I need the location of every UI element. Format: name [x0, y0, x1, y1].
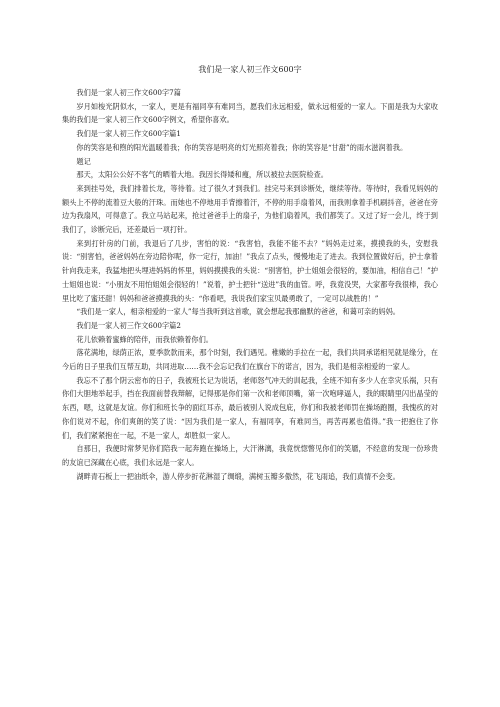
paragraph: 自那日，我便时常梦见你们陪我一起奔跑在操场上，大汗淋漓，我竟恍惚瞥见你们的笑靥，不经意的发现一份珍贵的友谊已深藏在心底，我们永远是一家人。: [62, 444, 438, 467]
paragraph: 湖畔青石板上一把油纸伞，游人停步折花淋湿了绸缎，满树玉瓣多傲然，花飞雨追，我们真情不会变。: [76, 471, 400, 481]
paragraph: “我们是一家人，相亲相爱的一家人”每当我听到这首歌，就会想起我那幽默的爸爸，和蔼可亲的妈妈。: [76, 307, 400, 317]
paragraph: 落花满地，绿荫正浓，夏季款款而来，那个时刻，我们遇见。稚嫩的手拉在一起，我们共同承诺相见就是缘分，在今后的日子里我们互帮互助，共同进取……我不会忘记我们在旗台下的诺言，因为，我们是相亲相爱的一家人。: [62, 348, 438, 372]
paragraph: 我们是一家人初三作文600字篇1: [76, 129, 181, 139]
paragraph: 那天，太阳公公好不客气的晒着大地。我因长得矮和瘦，所以被拉去医院检查。: [76, 170, 328, 180]
paragraph: 来到打针房的门前，我退后了几步，害怕的说：“我害怕，我能不能不去？”妈妈走过来，摸摸我的头，安慰我说：“别害怕，爸爸妈妈在旁边陪你呢，你一定行，加油！”我点了点头，慢慢地走了进去。我到位置做好后，护士拿着针向我走来，我猛地把头埋进妈妈的怀里，妈妈摸摸我的头说：“别害怕，护士姐姐会很轻的，要加油，相信自己！”护士姐姐也说：“小朋友不用怕姐姐会很轻的！”说着，护士把针“送进”我的血管。呼，我竟没哭，大家都夸我很棒，我心里比吃了蜜还甜！妈妈和爸爸摸摸我的头：“你看吧，我说我们家宝贝最勇敢了，一定可以战胜的！”: [62, 238, 438, 303]
paragraph: 你的笑容是和煦的阳光温暖着我；你的笑容是明亮的灯光照亮着我；你的笑容是“甘甜”的雨水滋润着我。: [76, 142, 408, 152]
document-body: [62, 86, 438, 483]
paragraph: 我们是一家人初三作文600字7篇: [76, 88, 181, 97]
paragraph: 题记: [76, 156, 91, 166]
paragraph: 来到挂号处，我们排着长龙，等待着。过了很久才到我们。挂完号来到诊断处，继续等待。等待时，我看见妈妈的额头上不停的流着豆大般的汗珠。而她也不停地用手背擦着汗，不停的用手扇着风，而我则拿着手机刷抖音，爸爸在旁边为我扇风，可得意了。我立马站起来，抢过爸爸手上的扇子，为他们扇着风，我们都笑了。又过了好一会儿，终于到我们了，诊断完后，还差最后一项打针。: [62, 183, 438, 235]
paragraph: 我忘不了那个阴云密布的日子，我被班长记为说话，老师怒气冲天的训起我，全班不知有多少人在幸灾乐祸，只有你们大胆地举起手，挡在我面前替我辩解，记得那是你们第一次和老师顶嘴，第一次咆哮逼人，我的眼睛里闪出晶莹的东西，嗯，这就是友谊。你们和班长争的面红耳赤，最后被别人说成包庇，你们和我被老师罚在操场跑圈，我愧疚的对你们说对不起，你们爽朗的笑了说：“因为我们是一家人，有福同享，有难同当，再苦再累也值得。”我一把抱住了你们，我们紧紧抱在一起，不是一家人，却胜似一家人。: [62, 375, 438, 440]
paragraph: 花儿依赖着蜜蜂的陪伴，而我依赖着你们。: [76, 334, 213, 344]
paragraph: 我们是一家人初三作文600字篇2: [76, 320, 181, 330]
document-title: 我们是一家人初三作文600字: [198, 65, 302, 74]
paragraph: 岁月如梭光阴似水，一家人，更是有福同享有难同当，愿我们永远相爱，做永远相爱的一家人。下面是我为大家收集的我们是一家人初三作文600字例文，希望你喜欢。: [62, 101, 438, 125]
